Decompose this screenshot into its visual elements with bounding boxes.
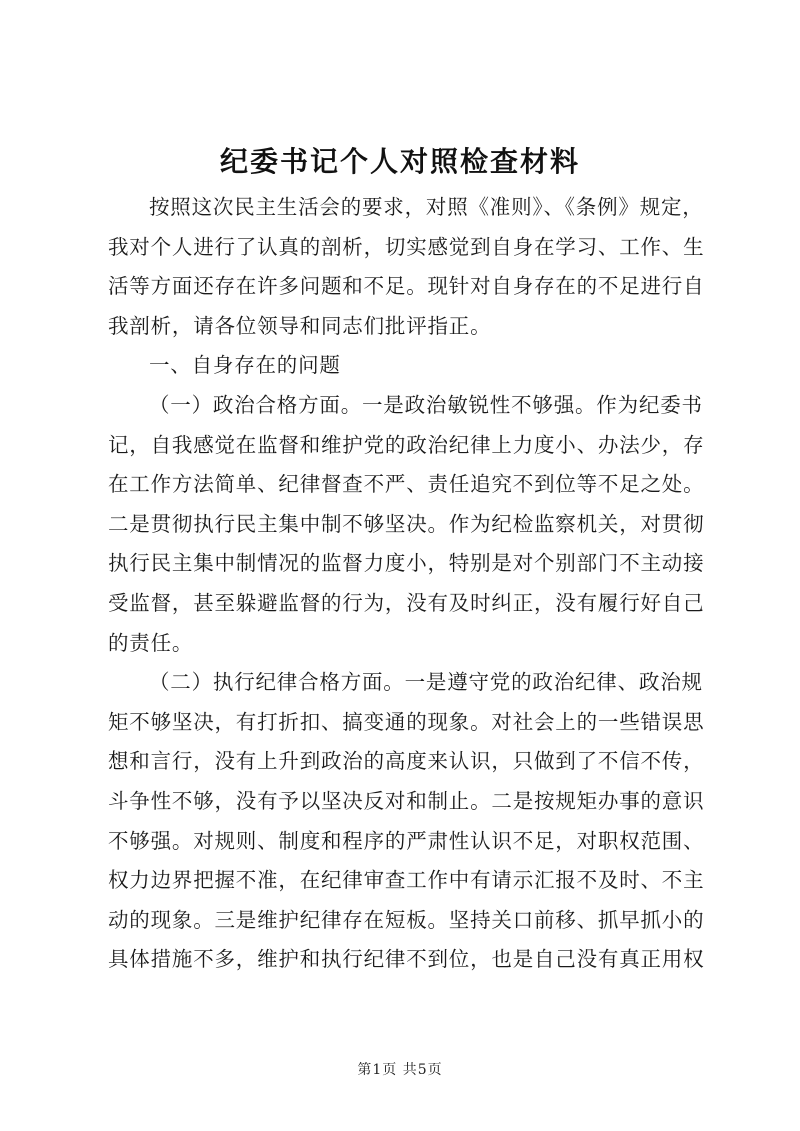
political-qualification-paragraph: （一）政治合格方面。一是政治敏锐性不够强。作为纪委书 记，自我感觉在监督和维护党的政治纪律上力度小、办法少，存 在工作方法简单、纪律督查不严、责任追究不到位等不足之处。 二是贯彻执行民主集中制不够坚决。作为纪检监察机关，对贯彻 执行民主集中制情况的监督力度小，特别是对个别部门不主动接 受监督，甚至躲避监督的行为，没有及时纠正，没有履行好自己 的责任。 <box>108 392 705 655</box>
page-number-footer <box>0 1060 800 1080</box>
page-number-label: 第1页 共5页 <box>357 1062 443 1078</box>
discipline-execution-paragraph: （二）执行纪律合格方面。一是遵守党的政治纪律、政治规 矩不够坚决，有打折扣、搞变通的现象。对社会上的一些错误思 想和言行，没有上升到政治的高度来认识，只做到了不信不传， 斗争性不够，没有予以坚决反对和制止。二是按规矩办事的意识 不够强。对规则、制度和程序的严肃性认识不足，对职权范围、 权力边界把握不准，在纪律审查工作中有请示汇报不及时、不主 动的现象。三是维护纪律存在短板。坚持关口前移、抓早抓小的 具体措施不多，维护和执行纪律不到位，也是自己没有真正用权 <box>108 670 705 972</box>
intro-paragraph: 按照这次民主生活会的要求，对照《准则》、《条例》规定， 我对个人进行了认真的剖析，切实感觉到自身在学习、工作、生 活等方面还存在许多问题和不足。现针对自身存在的不足进行自 我剖析，请各位领导和同志们批评指正。 <box>108 195 705 338</box>
document-title: 纪委书记个人对照检查材料 <box>219 145 580 178</box>
section-heading-problems: 一、自身存在的问题 <box>149 353 341 378</box>
document-body <box>108 188 714 980</box>
